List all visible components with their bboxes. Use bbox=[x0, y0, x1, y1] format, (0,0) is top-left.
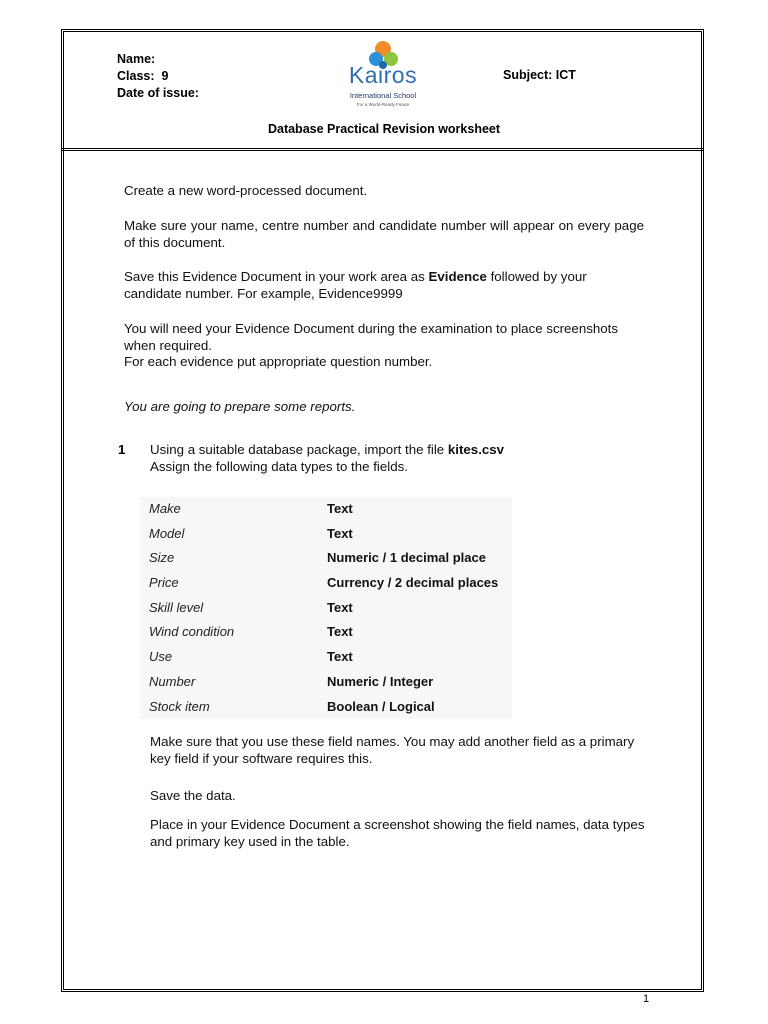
subject-label: Subject: ICT bbox=[503, 68, 576, 82]
date-of-issue-label: Date of issue: bbox=[117, 86, 199, 100]
instruction-create-document: Create a new word-processed document. bbox=[124, 183, 368, 198]
screenshots-text: You will need your Evidence Document during the examination to place screenshots when required. bbox=[124, 321, 619, 353]
field-type: Numeric / Integer bbox=[327, 673, 434, 689]
field-type: Text bbox=[327, 624, 353, 640]
question-1-text bbox=[150, 442, 650, 475]
field-name: Size bbox=[149, 550, 175, 566]
import-instruction bbox=[150, 442, 650, 459]
import-text: Using a suitable database package, import the file bbox=[150, 442, 448, 457]
table-row bbox=[140, 670, 512, 695]
field-name: Model bbox=[149, 525, 185, 541]
table-row bbox=[140, 645, 512, 670]
field-name: Make bbox=[149, 501, 181, 516]
field-name: Number bbox=[149, 673, 196, 689]
field-name: Skill level bbox=[149, 599, 204, 615]
save-text-pre: Save this Evidence Document in your work area as bbox=[124, 269, 429, 284]
instruction-save-evidence bbox=[124, 269, 644, 302]
import-filename: kites.csv bbox=[447, 442, 505, 457]
assign-types-text: Assign the following data types to the fields. bbox=[150, 458, 408, 474]
field-names-note: Make sure that you use these field names. You may add another field as a primary key field if your software requires this. bbox=[150, 734, 635, 766]
student-info bbox=[117, 51, 199, 102]
table-row bbox=[140, 546, 512, 571]
school-logo bbox=[337, 40, 429, 116]
save-text-post: followed by your candidate number. For example, Evidence9999 bbox=[124, 269, 587, 301]
logo-school-name: International School bbox=[349, 91, 417, 100]
evidence-filename: Evidence bbox=[428, 269, 487, 284]
field-name: Stock item bbox=[149, 698, 210, 714]
logo-wordmark: Kairos bbox=[348, 62, 418, 88]
instruction-header-details: Make sure your name, centre number and candidate number will appear on every page of this document. bbox=[124, 218, 644, 250]
field-types-table bbox=[140, 497, 512, 719]
table-row bbox=[140, 620, 512, 645]
field-name: Price bbox=[149, 575, 179, 591]
field-type: Text bbox=[327, 525, 353, 541]
page-number: 1 bbox=[643, 993, 650, 1005]
worksheet-title: Database Practical Revision worksheet bbox=[267, 122, 501, 136]
field-type: Text bbox=[327, 649, 353, 665]
name-label: Name: bbox=[117, 52, 156, 66]
table-row bbox=[140, 571, 512, 596]
field-type: Currency / 2 decimal places bbox=[327, 575, 499, 591]
field-type: Numeric / 1 decimal place bbox=[327, 550, 486, 566]
field-name: Wind condition bbox=[149, 624, 235, 640]
instruction-screenshots bbox=[124, 321, 644, 371]
question-number: 1 bbox=[118, 442, 126, 457]
question-number-text: For each evidence put appropriate question number. bbox=[124, 354, 433, 369]
instruction-reports: You are going to prepare some reports. bbox=[124, 399, 356, 414]
save-data-note: Save the data. bbox=[150, 788, 236, 803]
table-row bbox=[140, 596, 512, 621]
header-divider bbox=[61, 148, 704, 151]
table-row bbox=[140, 497, 512, 522]
screenshot-note: Place in your Evidence Document a screenshot showing the field names, data types and primary key used in the table. bbox=[150, 817, 645, 849]
class-label: Class: 9 bbox=[117, 69, 169, 83]
logo-tagline: For a World-Ready Future bbox=[356, 102, 410, 107]
field-type: Boolean / Logical bbox=[327, 698, 435, 714]
field-type: Text bbox=[327, 501, 353, 516]
field-name: Use bbox=[149, 649, 173, 665]
field-type: Text bbox=[327, 599, 353, 615]
table-row bbox=[140, 695, 512, 720]
table-row bbox=[140, 522, 512, 547]
